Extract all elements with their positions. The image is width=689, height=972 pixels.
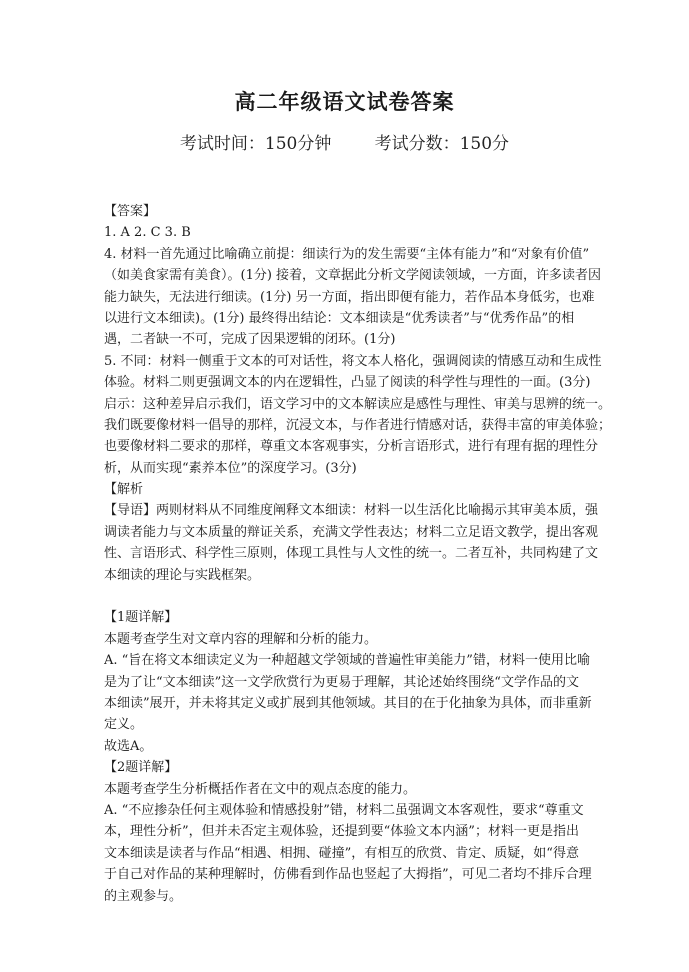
text-line: 的主观参与。	[104, 888, 183, 904]
text-line: 文本细读是读者与作品“相遇、相拥、碰撞”，有相互的欣赏、肯定、质疑，如“得意	[104, 845, 579, 861]
text-line: 能力缺失，无法进行细读。(1分) 另一方面，指出即便有能力，若作品本身低劣，也难	[104, 289, 595, 305]
exam-info: 考试时间：150分钟 考试分数：150分	[179, 134, 510, 154]
text-line: 【2题详解】	[104, 760, 178, 776]
text-line: 本题考查学生对文章内容的理解和分析的能力。	[104, 631, 378, 647]
page-title: 高二年级语文试卷答案	[234, 89, 455, 114]
text-line: 本细读的理论与实践框架。	[104, 567, 261, 583]
text-line: 本细读”展开，并未将其定义或扩展到其他领域。其目的在于化抽象为具体，而非重新	[104, 695, 592, 711]
text-line: 启示：这种差异启示我们，语文学习中的文本解读应是感性与理性、审美与思辨的统一。	[104, 396, 612, 412]
text-line: 是为了让“文本细读”这一文学欣赏行为更易于理解，其论述始终围绕“文学作品的文	[104, 674, 579, 690]
text-line: 本题考查学生分析概括作者在文中的观点态度的能力。	[104, 781, 417, 797]
text-line: 遇，二者缺一不可，完成了因果逻辑的闭环。(1分)	[104, 332, 396, 348]
text-line: 本，理性分析”，但并未否定主观体验，还提到要“体验文本内涵”；材料一更是指出	[104, 824, 579, 840]
text-line: 性、言语形式、科学性三原则，体现工具性与人文性的统一。二者互补，共同构建了文	[104, 546, 599, 562]
text-line: 定义。	[104, 717, 144, 733]
text-line: 也要像材料二要求的那样，尊重文本客观事实，分析言语形式，进行有理有据的理性分	[104, 439, 599, 455]
text-line: 于自己对作品的某种理解时，仿佛看到作品也竖起了大拇指”，可见二者均不排斥合理	[104, 867, 592, 883]
text-line: 1. A 2. C 3. B	[104, 225, 191, 241]
text-line: 调读者能力与文本质量的辩证关系，充满文学性表达；材料二立足语文教学，提出客观	[104, 524, 599, 540]
text-line: 【解析	[104, 482, 144, 498]
text-line: 【1题详解】	[104, 610, 178, 626]
answer-body	[104, 201, 644, 907]
text-line: 析，从而实现“素养本位”的深度学习。(3分)	[104, 460, 357, 476]
text-line: 【导语】两则材料从不同维度阐释文本细读：材料一以生活化比喻揭示其审美本质，强	[104, 503, 599, 519]
text-line: 【答案】	[104, 204, 157, 219]
text-line: （如美食家需有美食）。(1分) 接着，文章据此分析文学阅读领域，一方面，许多读者因	[104, 268, 602, 284]
text-line: 我们既要像材料一倡导的那样，沉浸文本，与作者进行情感对话，获得丰富的审美体验；	[104, 417, 612, 433]
text-line: 体验。材料二则更强调文本的内在逻辑性，凸显了阅读的科学性与理性的一面。(3分)	[104, 375, 591, 391]
text-line: A. “不应掺杂任何主观体验和情感投射”错，材料二虽强调文本客观性，要求“尊重文	[104, 802, 584, 818]
text-line: 4. 材料一首先通过比喻确立前提：细读行为的发生需要“主体有能力”和“对象有价值”	[104, 246, 590, 262]
text-line: 以进行文本细读)。(1分) 最终得出结论：文本细读是“优秀读者”与“优秀作品”的相	[104, 310, 575, 326]
text-line	[104, 586, 644, 607]
text-line: 故选A。	[104, 738, 153, 754]
text-line: 5. 不同：材料一侧重于文本的可对话性，将文本人格化，强调阅读的情感互动和生成性	[104, 353, 602, 369]
text-line: A. “旨在将文本细读定义为一种超越文学领域的普遍性审美能力”错，材料一使用比喻	[104, 653, 590, 669]
